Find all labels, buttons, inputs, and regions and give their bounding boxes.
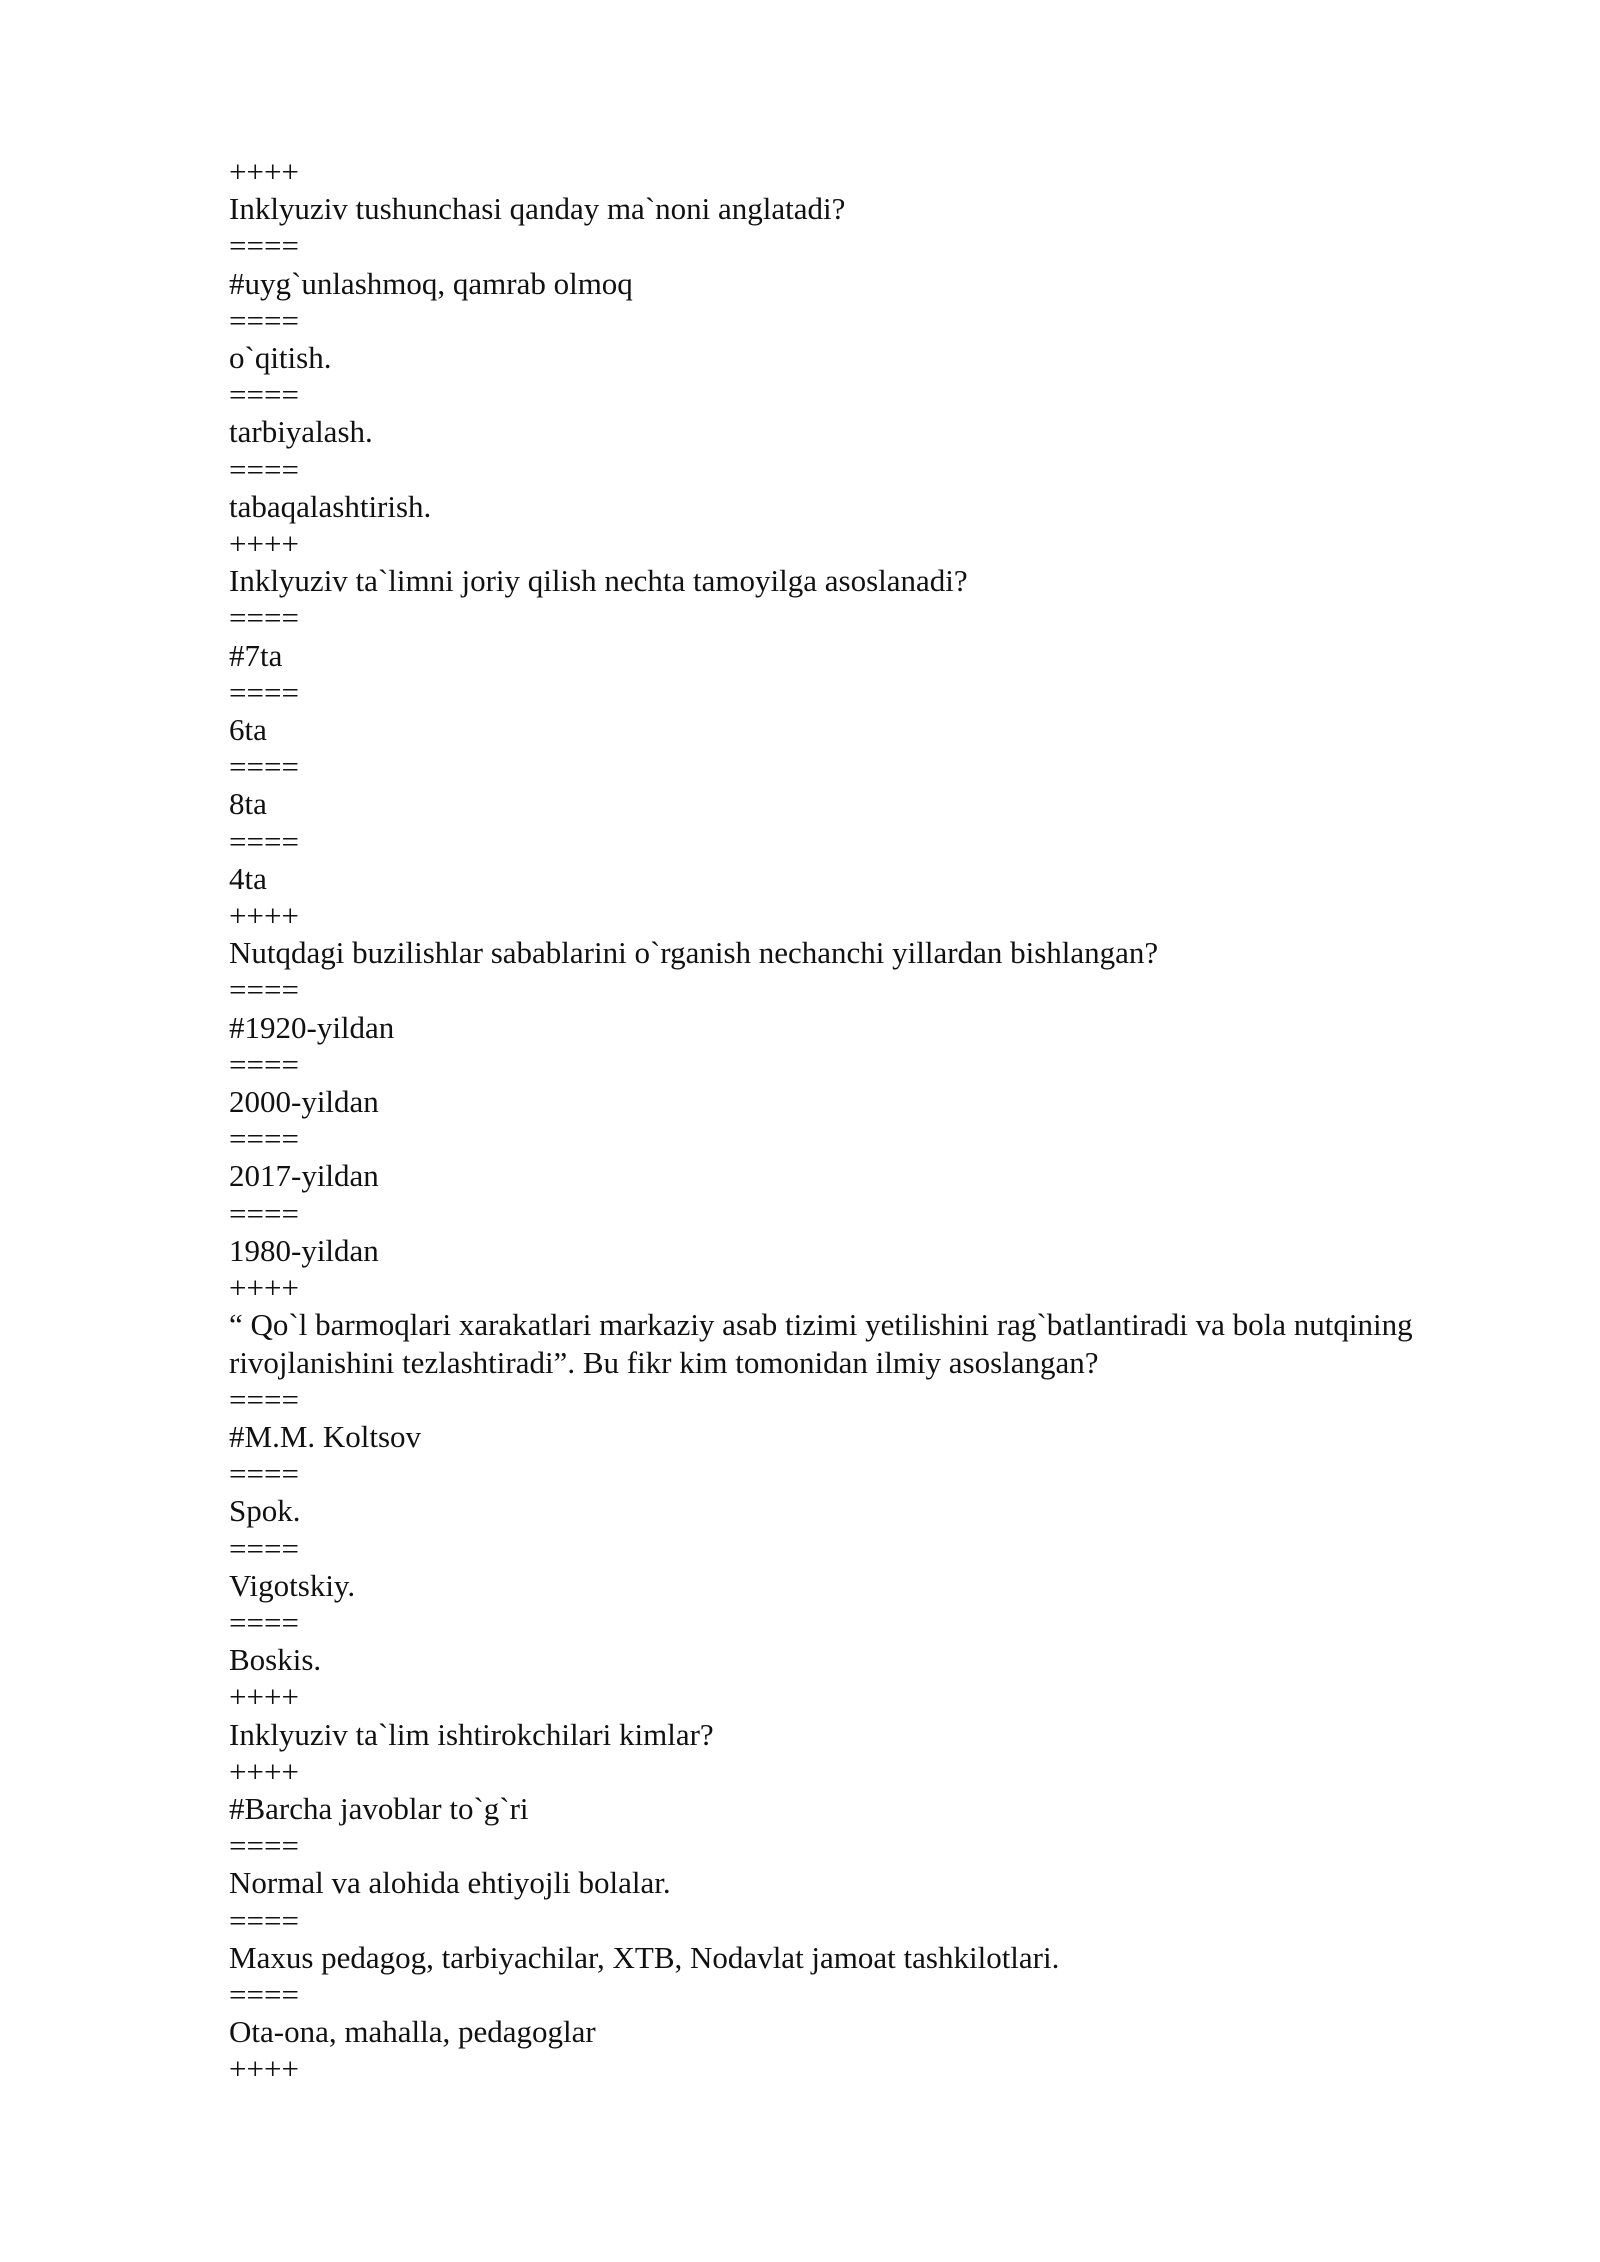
separator-answer: ==== bbox=[229, 1828, 299, 1864]
answer-3-correct: #1920-yildan bbox=[229, 1009, 395, 1045]
separator-answer: ==== bbox=[229, 1976, 299, 2012]
separator-answer: ==== bbox=[229, 302, 299, 338]
answer-5-option: Normal va alohida ehtiyojli bolalar. bbox=[229, 1865, 671, 1901]
answer-1-option: o`qitish. bbox=[229, 340, 332, 376]
answer-4-option: Boskis. bbox=[229, 1642, 322, 1678]
separator-answer: ==== bbox=[229, 600, 299, 636]
answer-1-option: tabaqalashtirish. bbox=[229, 488, 432, 524]
question-4-line-1: “ Qo`l barmoqlari xarakatlari markaziy asab tizimi yetilishini rag`batlantiradi va bola nutqining bbox=[229, 1307, 1413, 1343]
separator-question: ++++ bbox=[229, 2051, 299, 2087]
question-2: Inklyuziv ta`limni joriy qilish nechta tamoyilga asoslanadi? bbox=[229, 563, 968, 599]
answer-4-option: Vigotskiy. bbox=[229, 1567, 356, 1603]
answer-2-option: 6ta bbox=[229, 712, 267, 748]
separator-answer: ==== bbox=[229, 972, 299, 1008]
question-1: Inklyuziv tushunchasi qanday ma`noni anglatadi? bbox=[229, 191, 846, 227]
separator-question: ++++ bbox=[229, 526, 299, 562]
answer-2-option: 4ta bbox=[229, 860, 267, 896]
answer-3-option: 2017-yildan bbox=[229, 1158, 379, 1194]
document-text bbox=[229, 153, 1479, 2088]
answer-3-option: 1980-yildan bbox=[229, 1232, 379, 1268]
answer-1-option: tarbiyalash. bbox=[229, 414, 373, 450]
question-3: Nutqdagi buzilishlar sabablarini o`rganish nechanchi yillardan bishlangan? bbox=[229, 935, 1159, 971]
separator-question: ++++ bbox=[229, 1679, 299, 1715]
separator-answer: ==== bbox=[229, 823, 299, 859]
answer-1-correct: #uyg`unlashmoq, qamrab olmoq bbox=[229, 265, 633, 301]
answer-5-option: Ota-ona, mahalla, pedagoglar bbox=[229, 2014, 596, 2050]
separator-answer: ==== bbox=[229, 1902, 299, 1938]
separator-answer: ==== bbox=[229, 1530, 299, 1566]
question-4-line-2: rivojlanishini tezlashtiradi”. Bu fikr kim tomonidan ilmiy asoslangan? bbox=[229, 1344, 1099, 1380]
separator-answer: ==== bbox=[229, 228, 299, 264]
answer-5-option: Maxus pedagog, tarbiyachilar, XTB, Nodavlat jamoat tashkilotlari. bbox=[229, 1939, 1060, 1975]
answer-5-correct: #Barcha javoblar to`g`ri bbox=[229, 1790, 529, 1826]
separator-question: ++++ bbox=[229, 154, 299, 189]
answer-2-option: 8ta bbox=[229, 786, 267, 822]
answer-2-correct: #7ta bbox=[229, 637, 283, 673]
separator-question: ++++ bbox=[229, 1753, 299, 1789]
question-5: Inklyuziv ta`lim ishtirokchilari kimlar? bbox=[229, 1716, 714, 1752]
answer-4-correct: #M.M. Koltsov bbox=[229, 1418, 422, 1454]
separator-answer: ==== bbox=[229, 451, 299, 487]
separator-question: ++++ bbox=[229, 898, 299, 934]
separator-answer: ==== bbox=[229, 1604, 299, 1640]
separator-answer: ==== bbox=[229, 674, 299, 710]
separator-answer: ==== bbox=[229, 1381, 299, 1417]
separator-answer: ==== bbox=[229, 749, 299, 785]
separator-question: ++++ bbox=[229, 1270, 299, 1306]
separator-answer: ==== bbox=[229, 1456, 299, 1492]
separator-answer: ==== bbox=[229, 1195, 299, 1231]
separator-answer: ==== bbox=[229, 377, 299, 413]
answer-3-option: 2000-yildan bbox=[229, 1084, 379, 1120]
separator-answer: ==== bbox=[229, 1046, 299, 1082]
separator-answer: ==== bbox=[229, 1121, 299, 1157]
answer-4-option: Spok. bbox=[229, 1493, 301, 1529]
